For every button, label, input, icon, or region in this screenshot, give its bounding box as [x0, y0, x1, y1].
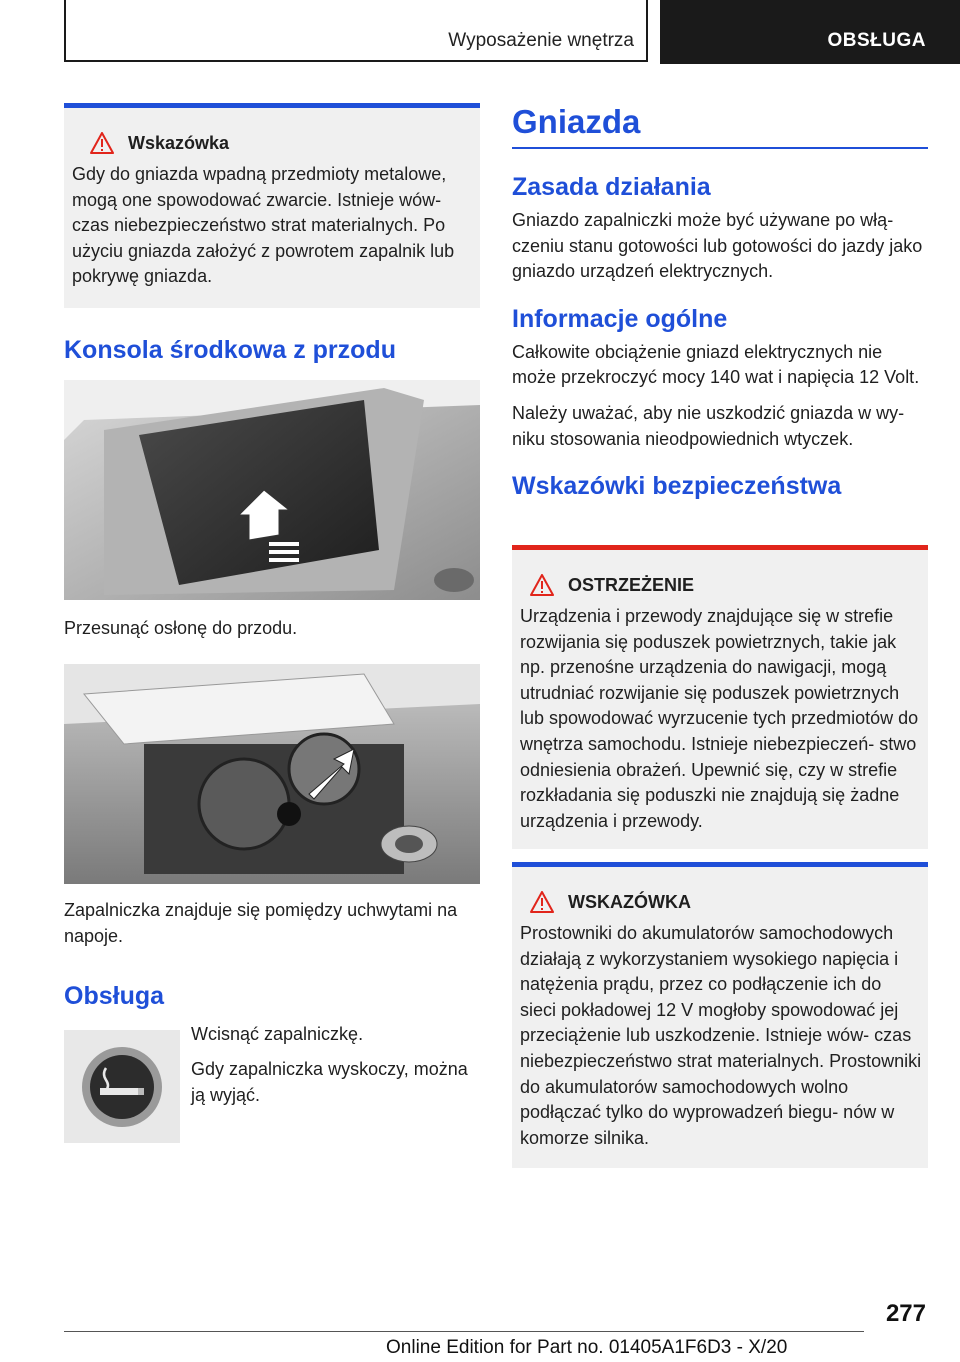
warning-body: Urządzenia i przewody znajdujące się w strefie rozwijania się poduszek powietrznych, takie jak np. przenośne urządzenia do nawigacji, mogą utrudniać rozwijanie się poduszek powietrznych lub spowodować wyrzucenie tych przedmiotów do wnętrza samochodu. Istnieje niebezpieczeń- stwo odniesienia obrażeń. Upewnić się, czy w strefie rozkładania się poduszki nie znajdują się żadne urządzenia i przewody.	[520, 606, 919, 831]
cigarette-lighter-icon	[64, 1030, 180, 1143]
note-box	[64, 103, 480, 308]
charger-note-box	[512, 862, 928, 1168]
page-number: 277	[885, 1300, 926, 1327]
note-body: Gdy do gniazda wpadną przedmioty metalowe, mogą one spowodować zwarcie. Istnieje wów- czas niebezpieczeństwo strat materialnych. Po użyciu gniazda założyć z powrotem zapalnik lub pokrywę gniazda.	[72, 164, 455, 287]
header-chapter-box	[660, 0, 960, 64]
general-text-care: Należy uważać, aby nie uszkodzić gniazda w wy- niku stosowania nieodpowiednich wtyczek.	[512, 402, 905, 449]
lighter-button-image	[64, 1030, 180, 1143]
edition-footer: Online Edition for Part no. 01405A1F6D3 - X/20	[386, 1337, 788, 1358]
note-title: Wskazówka	[128, 132, 230, 153]
charger-note-title: WSKAZÓWKA	[568, 891, 691, 912]
title-rule	[512, 147, 928, 149]
op-press-lighter: Wcisnąć zapalniczkę.	[191, 1024, 364, 1044]
footer-rule	[64, 1331, 864, 1332]
caption-lighter-location: Zapalniczka znajduje się pomiędzy uchwytami na napoje.	[64, 900, 458, 946]
right-column	[512, 103, 928, 501]
principle-heading: Zasada działania	[512, 173, 711, 201]
warning-title: OSTRZEŻENIE	[568, 574, 695, 595]
general-text-load: Całkowite obciążenie gniazd elektrycznych nie może przekroczyć mocy 140 wat i napięcia 12 Volt.	[512, 341, 920, 388]
warning-header	[520, 574, 922, 596]
operation-heading: Obsługa	[64, 982, 165, 1010]
op-remove-lighter: Gdy zapalniczka wyskoczy, można ją wyjąć.	[191, 1059, 468, 1105]
lighter-location-illustration	[64, 664, 480, 884]
header-section-box	[64, 0, 648, 62]
charger-note-body: Prostowniki do akumulatorów samochodowych działają z wykorzystaniem wysokiego napięcia i natężenia prądu, przez co podłączenie ich do sieci pokładowej 12 V mogłoby spowodować jej przeciążenie lub uszkodzenie. Istnieje wów- czas niebezpieczeństwo strat materialnych. Prostowniki do akumulatorów samochodowych wolno podłączać tylko do wyprowadzeń biegu- nów w komorze silnika.	[520, 923, 922, 1148]
page-title: Gniazda	[512, 103, 641, 140]
chapter-title: OBSŁUGA	[827, 30, 926, 51]
lighter-location-image	[64, 664, 480, 884]
console-heading: Konsola środkowa z przodu	[64, 336, 396, 364]
console-cover-image	[64, 380, 480, 600]
left-column	[64, 103, 480, 365]
safety-heading: Wskazówki bezpieczeństwa	[512, 472, 842, 501]
warning-triangle-icon	[530, 574, 554, 596]
console-cover-illustration	[64, 380, 480, 600]
section-title: Wyposażenie wnętrza	[448, 30, 634, 51]
principle-text: Gniazdo zapalniczki może być używane po włą- czeniu stanu gotowości lub gotowości do jazdy jako gniazdo urządzeń elektrycznych.	[512, 210, 923, 282]
note-header	[72, 132, 470, 154]
charger-note-header	[520, 891, 922, 913]
warning-triangle-icon	[530, 891, 554, 913]
caption-slide-cover: Przesunąć osłonę do przodu.	[64, 618, 298, 638]
warning-triangle-icon	[90, 132, 114, 154]
warning-box	[512, 545, 928, 849]
general-heading: Informacje ogólne	[512, 304, 728, 333]
